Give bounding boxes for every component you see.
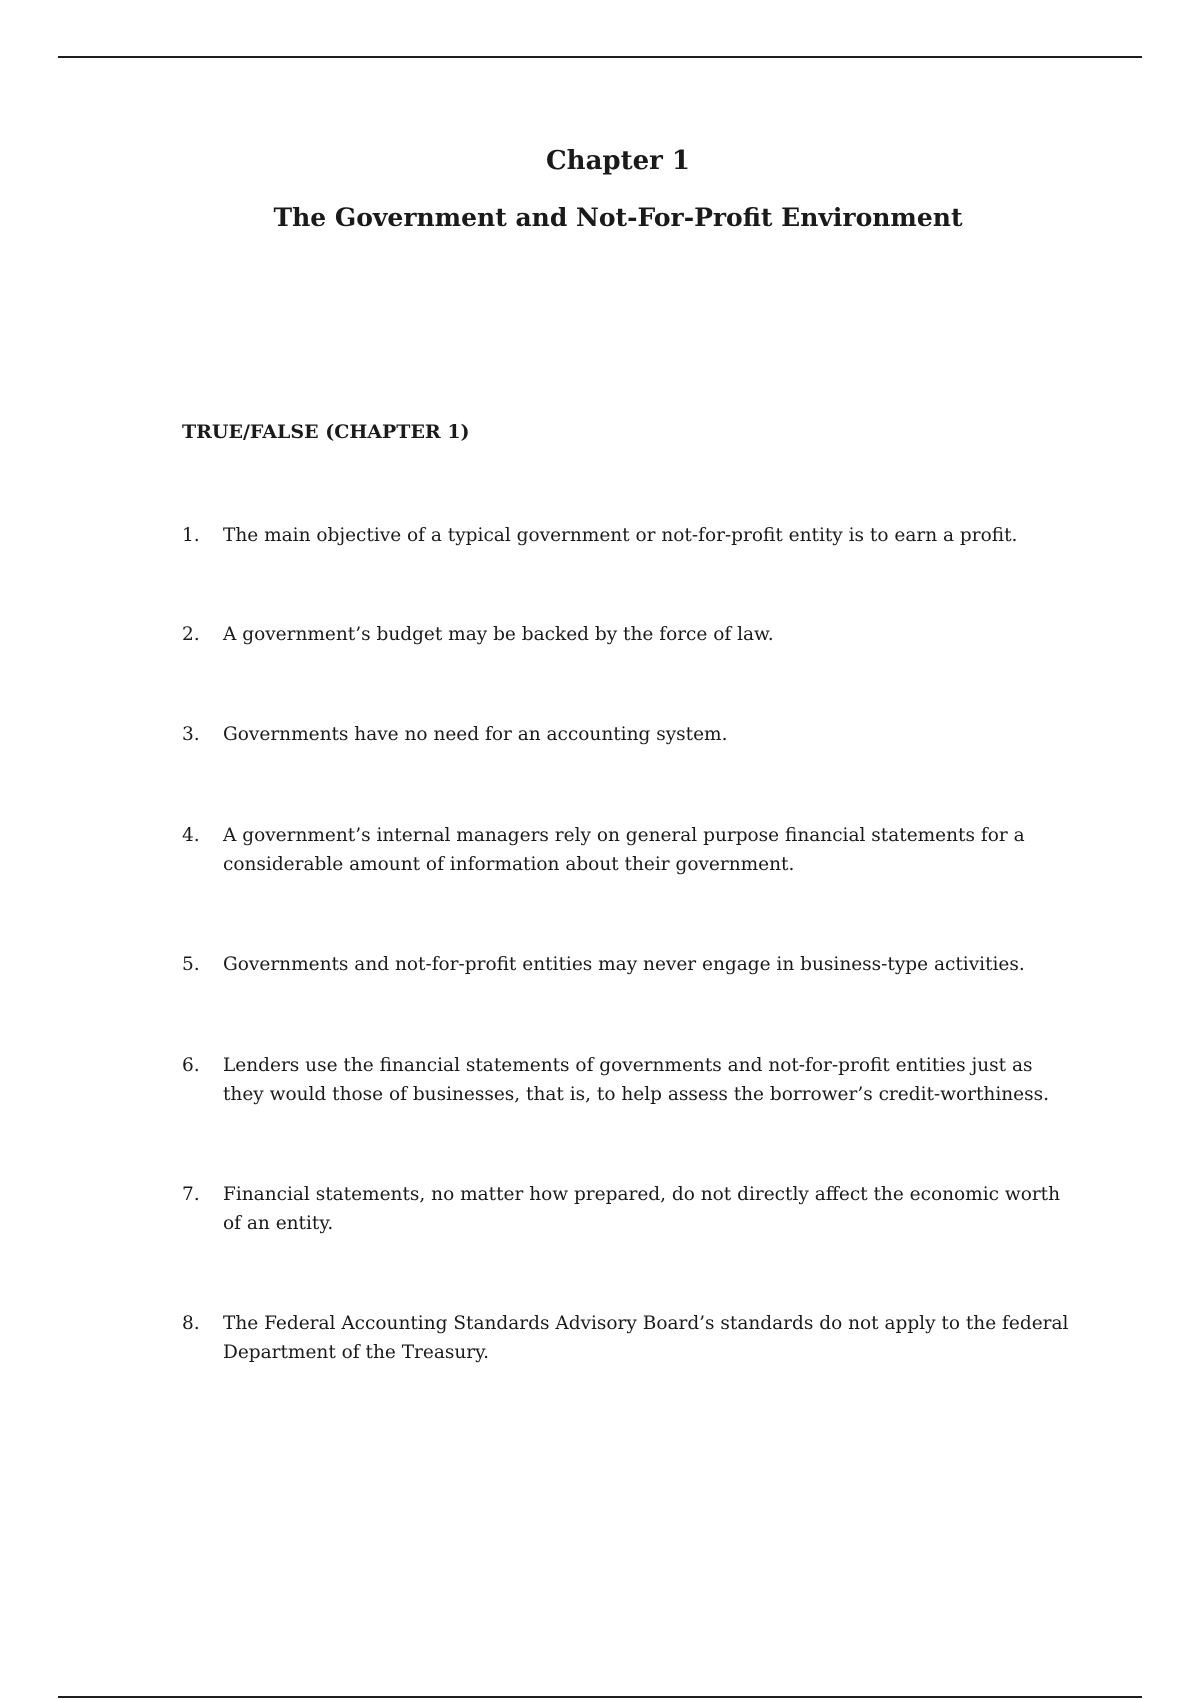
question-number: 7. (182, 1184, 200, 1205)
top-rule (58, 56, 1142, 58)
bottom-rule (58, 1696, 1142, 1698)
question-number: 8. (182, 1313, 200, 1334)
question-number: 3. (182, 724, 200, 745)
question-item (182, 720, 1072, 749)
question-text: The main objective of a typical government or not-for-profit entity is to earn a profit. (223, 525, 1018, 546)
question-text: Lenders use the financial statements of governments and not-for-profit entities just as they would those of businesses, that is, to help assess the borrower’s credit-worthiness. (223, 1055, 1049, 1105)
question-text: Financial statements, no matter how prepared, do not directly affect the economic worth of an entity. (223, 1184, 1061, 1234)
question-text: A government’s budget may be backed by the force of law. (223, 624, 774, 645)
question-number: 1. (182, 525, 200, 546)
question-number: 6. (182, 1055, 200, 1076)
question-item (182, 950, 1072, 979)
question-item (182, 521, 1072, 550)
chapter-title: The Government and Not-For-Profit Environment (273, 203, 963, 232)
question-number: 2. (182, 624, 200, 645)
question-number: 5. (182, 954, 200, 975)
question-item (182, 1051, 1072, 1109)
question-text: The Federal Accounting Standards Advisory Board’s standards do not apply to the federal Department of the Treasury. (223, 1313, 1069, 1363)
question-item (182, 620, 1072, 649)
question-text: Governments and not-for-profit entities may never engage in business-type activities. (223, 954, 1025, 975)
question-text: A government’s internal managers rely on general purpose financial statements for a considerable amount of information about their government. (223, 825, 1025, 875)
section-heading: TRUE/FALSE (CHAPTER 1) (182, 421, 470, 443)
question-text: Governments have no need for an accounting system. (223, 724, 728, 745)
question-number: 4. (182, 825, 200, 846)
question-item (182, 1309, 1072, 1367)
question-item (182, 1180, 1072, 1238)
chapter-number: Chapter 1 (545, 146, 690, 176)
question-item (182, 821, 1072, 879)
